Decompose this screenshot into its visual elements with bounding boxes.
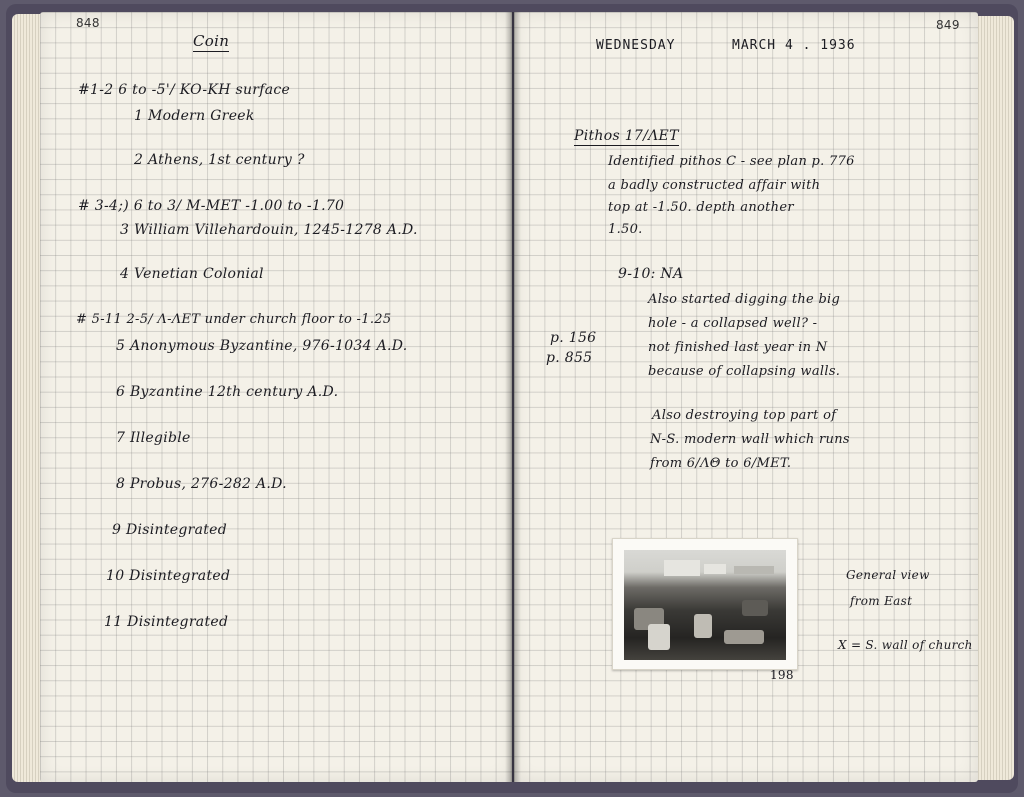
photo-number: 198 [770,668,794,682]
photo-note: X = S. wall of church [838,638,973,652]
section-heading-na: 9-10: NA [618,266,684,282]
date-day: WEDNESDAY [596,38,676,53]
note-line: N-S. modern wall which runs [650,432,850,447]
note-line: because of collapsing walls. [648,364,841,379]
excavation-photo [612,538,798,670]
date: MARCH 4 . 1936 [732,38,856,53]
book-gutter [505,12,521,782]
note-line: from 6/ΛΘ to 6/MET. [650,456,792,471]
note-line: 1.50. [608,222,643,237]
note-line: a badly constructed affair with [608,178,821,193]
coin-entry: 3 William Villehardouin, 1245-1278 A.D. [120,222,418,238]
coin-entry: 7 Illegible [116,430,191,446]
coin-entry: # 3-4;) 6 to 3/ M-MET -1.00 to -1.70 [78,198,345,214]
page-number-right: 849 [936,18,960,32]
photo-caption-line: General view [846,568,930,582]
coin-entry: #1-2 6 to -5'/ KO-KH surface [78,82,291,98]
coin-entry: 2 Athens, 1st century ? [134,152,305,168]
note-line: Also destroying top part of [652,408,837,423]
coin-entry: 10 Disintegrated [106,568,231,584]
coin-entry: 6 Byzantine 12th century A.D. [116,384,339,400]
coin-entry: # 5-11 2-5/ Λ-ΛΕΤ under church floor to -1.25 [76,312,392,327]
note-line: not finished last year in N [648,340,828,355]
coin-entry: 8 Probus, 276-282 A.D. [116,476,287,492]
coin-entry: 5 Anonymous Byzantine, 976-1034 A.D. [116,338,408,354]
note-line: Also started digging the big [648,292,841,307]
coin-entry: 1 Modern Greek [134,108,255,124]
coin-entry: 4 Venetian Colonial [120,266,264,282]
excavation-photo-image [624,550,786,660]
margin-note: p. 855 [546,350,593,366]
page-number-left: 848 [76,16,100,30]
photo-caption-line: from East [850,594,913,608]
margin-note: p. 156 [550,330,597,346]
coin-entry: 11 Disintegrated [104,614,229,630]
note-line: top at -1.50. depth another [608,200,794,215]
note-line: hole - a collapsed well? - [648,316,818,331]
coin-entry: 9 Disintegrated [112,522,228,538]
note-line: Identified pithos C - see plan p. 776 [608,154,855,169]
left-page-heading: Coin [193,32,230,50]
section-heading-pithos: Pithos 17/ΛΕΤ [574,128,679,144]
